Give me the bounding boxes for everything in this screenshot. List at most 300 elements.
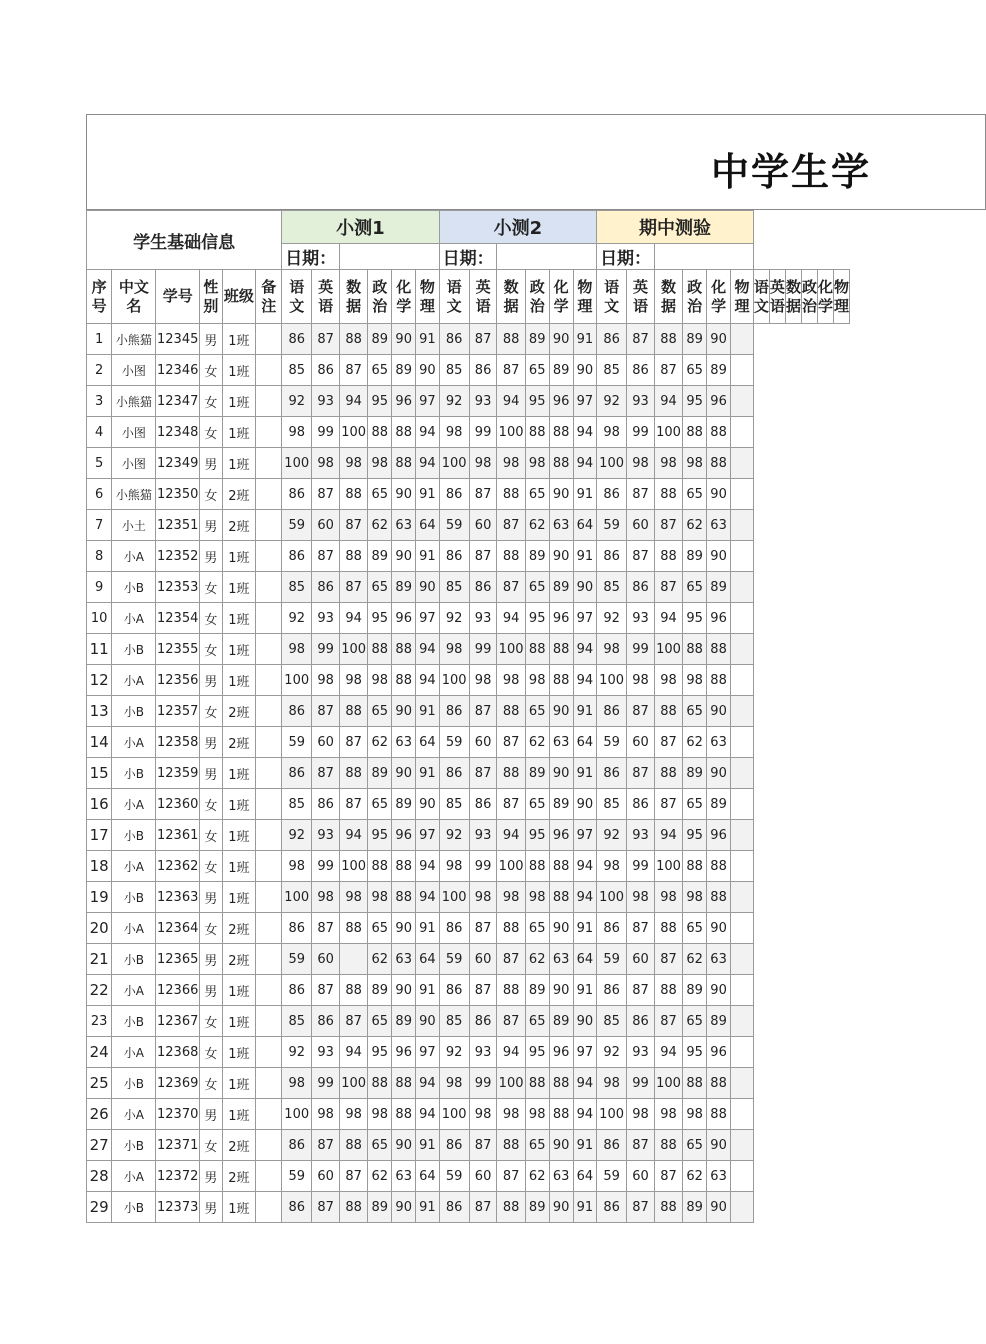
cell-score-q2[interactable]: 94 [573,417,596,448]
cell-score-midterm[interactable]: 100 [654,1068,682,1099]
cell-score-q2[interactable]: 98 [497,1099,525,1130]
cell-score-q1[interactable]: 65 [368,913,392,944]
cell-score-q2[interactable]: 89 [549,789,573,820]
cell-score-q1[interactable]: 63 [392,510,416,541]
cell-score-q2[interactable]: 88 [497,913,525,944]
cell-class[interactable]: 1班 [222,634,256,665]
cell-score-q1[interactable]: 93 [312,820,340,851]
cell-score-q1[interactable]: 59 [282,510,312,541]
cell-score-q2[interactable]: 95 [525,603,549,634]
cell-score-midterm[interactable]: 65 [683,355,707,386]
cell-score-midterm[interactable]: 88 [707,851,731,882]
cell-remarks[interactable] [256,975,282,1006]
cell-score-q2[interactable]: 59 [439,510,469,541]
cell-score-midterm[interactable] [731,634,754,665]
cell-score-midterm[interactable]: 86 [597,758,627,789]
cell-score-q1[interactable]: 60 [312,510,340,541]
cell-score-q2[interactable]: 86 [439,975,469,1006]
cell-score-q2[interactable]: 87 [497,727,525,758]
cell-score-midterm[interactable]: 90 [707,913,731,944]
cell-score-q2[interactable]: 100 [497,634,525,665]
cell-class[interactable]: 2班 [222,1161,256,1192]
cell-class[interactable]: 1班 [222,386,256,417]
cell-student-id[interactable]: 12366 [156,975,200,1006]
cell-remarks[interactable] [256,789,282,820]
cell-score-midterm[interactable]: 88 [654,696,682,727]
cell-score-midterm[interactable]: 86 [627,1006,655,1037]
cell-score-q2[interactable]: 99 [469,1068,497,1099]
cell-score-midterm[interactable]: 100 [654,851,682,882]
cell-score-q1[interactable]: 94 [416,882,439,913]
cell-score-q1[interactable]: 99 [312,851,340,882]
cell-score-q1[interactable]: 99 [312,1068,340,1099]
cell-index[interactable]: 11 [87,634,112,665]
cell-score-q2[interactable]: 88 [549,417,573,448]
cell-score-q1[interactable]: 100 [282,448,312,479]
cell-score-q2[interactable]: 88 [525,1068,549,1099]
cell-score-midterm[interactable]: 60 [627,510,655,541]
cell-gender[interactable]: 女 [200,1130,223,1161]
cell-class[interactable]: 1班 [222,1068,256,1099]
cell-score-q1[interactable]: 91 [416,1130,439,1161]
cell-score-q1[interactable]: 95 [368,820,392,851]
cell-gender[interactable]: 男 [200,944,223,975]
cell-score-midterm[interactable]: 90 [707,541,731,572]
cell-student-id[interactable]: 12355 [156,634,200,665]
cell-score-q1[interactable]: 88 [340,1192,368,1223]
cell-student-id[interactable]: 12373 [156,1192,200,1223]
cell-score-q2[interactable]: 100 [439,1099,469,1130]
cell-score-q1[interactable]: 91 [416,324,439,355]
cell-score-midterm[interactable]: 98 [654,448,682,479]
cell-score-q1[interactable]: 96 [392,603,416,634]
cell-chinese-name[interactable]: 小B [112,882,156,913]
cell-score-midterm[interactable]: 88 [707,448,731,479]
cell-score-q1[interactable]: 90 [392,913,416,944]
cell-score-q1[interactable]: 94 [416,665,439,696]
cell-score-q2[interactable]: 86 [439,758,469,789]
cell-score-midterm[interactable] [731,696,754,727]
cell-score-midterm[interactable]: 85 [597,572,627,603]
cell-score-q1[interactable]: 88 [392,417,416,448]
cell-score-q1[interactable]: 86 [312,789,340,820]
cell-score-midterm[interactable]: 63 [707,1161,731,1192]
cell-score-q2[interactable]: 93 [469,603,497,634]
cell-score-midterm[interactable] [731,1192,754,1223]
cell-score-q2[interactable]: 62 [525,727,549,758]
cell-index[interactable]: 22 [87,975,112,1006]
cell-score-q2[interactable]: 88 [549,882,573,913]
cell-score-midterm[interactable]: 98 [597,1068,627,1099]
cell-chinese-name[interactable]: 小A [112,603,156,634]
cell-score-midterm[interactable]: 90 [707,1130,731,1161]
cell-gender[interactable]: 女 [200,479,223,510]
cell-score-midterm[interactable]: 98 [627,882,655,913]
cell-student-id[interactable]: 12354 [156,603,200,634]
cell-score-midterm[interactable] [731,758,754,789]
cell-score-q1[interactable]: 85 [282,1006,312,1037]
cell-remarks[interactable] [256,541,282,572]
cell-score-midterm[interactable]: 60 [627,944,655,975]
cell-score-q2[interactable]: 98 [525,882,549,913]
cell-score-midterm[interactable]: 92 [597,820,627,851]
cell-score-q2[interactable]: 93 [469,820,497,851]
cell-score-midterm[interactable]: 87 [627,696,655,727]
cell-score-q1[interactable]: 98 [312,1099,340,1130]
cell-remarks[interactable] [256,1099,282,1130]
cell-score-q1[interactable]: 99 [312,417,340,448]
cell-score-q2[interactable]: 90 [549,1130,573,1161]
cell-score-midterm[interactable]: 87 [627,541,655,572]
cell-student-id[interactable]: 12362 [156,851,200,882]
cell-score-q2[interactable]: 97 [573,820,596,851]
cell-remarks[interactable] [256,603,282,634]
cell-score-q1[interactable]: 88 [392,1099,416,1130]
cell-score-q2[interactable]: 88 [549,851,573,882]
cell-score-q2[interactable]: 91 [573,479,596,510]
cell-index[interactable]: 20 [87,913,112,944]
cell-score-q2[interactable]: 87 [469,1192,497,1223]
cell-score-q2[interactable]: 65 [525,572,549,603]
cell-score-midterm[interactable]: 62 [683,944,707,975]
cell-index[interactable]: 16 [87,789,112,820]
cell-class[interactable]: 1班 [222,355,256,386]
cell-score-q1[interactable]: 88 [392,851,416,882]
cell-score-midterm[interactable]: 90 [707,696,731,727]
cell-gender[interactable]: 男 [200,758,223,789]
cell-score-midterm[interactable]: 98 [627,448,655,479]
cell-score-q1[interactable]: 59 [282,727,312,758]
cell-student-id[interactable]: 12352 [156,541,200,572]
cell-chinese-name[interactable]: 小B [112,1192,156,1223]
cell-score-midterm[interactable]: 65 [683,696,707,727]
cell-score-q1[interactable]: 89 [368,975,392,1006]
cell-score-midterm[interactable]: 86 [597,479,627,510]
cell-score-q2[interactable]: 88 [497,696,525,727]
cell-score-midterm[interactable]: 98 [627,665,655,696]
cell-score-q1[interactable]: 88 [340,975,368,1006]
cell-score-q1[interactable]: 89 [392,355,416,386]
cell-score-midterm[interactable]: 59 [597,727,627,758]
cell-score-q2[interactable]: 96 [549,603,573,634]
cell-score-q1[interactable]: 86 [312,355,340,386]
cell-gender[interactable]: 男 [200,1192,223,1223]
cell-score-q1[interactable]: 88 [368,851,392,882]
cell-score-q1[interactable]: 98 [282,851,312,882]
cell-score-q2[interactable]: 59 [439,1161,469,1192]
cell-score-q1[interactable]: 87 [312,696,340,727]
cell-score-midterm[interactable]: 87 [627,913,655,944]
cell-score-midterm[interactable]: 88 [654,1130,682,1161]
cell-score-midterm[interactable] [731,324,754,355]
cell-score-q1[interactable]: 95 [368,603,392,634]
cell-chinese-name[interactable]: 小熊猫 [112,324,156,355]
cell-remarks[interactable] [256,1130,282,1161]
cell-score-q2[interactable]: 85 [439,572,469,603]
cell-student-id[interactable]: 12364 [156,913,200,944]
cell-score-q1[interactable]: 86 [282,696,312,727]
cell-index[interactable]: 19 [87,882,112,913]
cell-score-q1[interactable]: 62 [368,727,392,758]
cell-score-q2[interactable]: 95 [525,1037,549,1068]
cell-score-midterm[interactable]: 63 [707,510,731,541]
cell-score-q2[interactable]: 94 [497,1037,525,1068]
cell-score-midterm[interactable]: 88 [683,851,707,882]
cell-score-q1[interactable]: 100 [340,634,368,665]
cell-score-midterm[interactable] [731,882,754,913]
cell-score-q1[interactable]: 98 [282,634,312,665]
cell-score-q1[interactable]: 98 [368,882,392,913]
cell-score-q2[interactable]: 88 [497,758,525,789]
cell-gender[interactable]: 女 [200,1037,223,1068]
cell-score-q1[interactable]: 90 [392,696,416,727]
cell-score-q1[interactable]: 85 [282,572,312,603]
cell-score-midterm[interactable]: 59 [597,944,627,975]
cell-score-q2[interactable]: 87 [497,944,525,975]
cell-score-q1[interactable]: 97 [416,386,439,417]
cell-score-q2[interactable]: 88 [549,665,573,696]
cell-score-midterm[interactable]: 86 [597,541,627,572]
cell-score-midterm[interactable]: 89 [683,541,707,572]
cell-class[interactable]: 1班 [222,603,256,634]
cell-score-midterm[interactable]: 88 [654,758,682,789]
cell-score-midterm[interactable]: 88 [683,634,707,665]
cell-score-midterm[interactable]: 87 [654,1161,682,1192]
cell-score-q2[interactable]: 65 [525,1130,549,1161]
cell-score-q2[interactable]: 86 [439,324,469,355]
cell-gender[interactable]: 男 [200,727,223,758]
cell-score-midterm[interactable]: 100 [597,665,627,696]
cell-score-q1[interactable]: 90 [392,1130,416,1161]
cell-student-id[interactable]: 12348 [156,417,200,448]
cell-score-q1[interactable]: 88 [368,1068,392,1099]
cell-score-q1[interactable]: 86 [282,1192,312,1223]
cell-score-midterm[interactable]: 88 [654,541,682,572]
cell-score-q1[interactable]: 63 [392,1161,416,1192]
cell-score-q2[interactable]: 98 [469,1099,497,1130]
cell-score-midterm[interactable]: 98 [654,882,682,913]
cell-score-q1[interactable]: 94 [416,851,439,882]
cell-score-q2[interactable]: 100 [439,665,469,696]
cell-score-q1[interactable]: 94 [340,820,368,851]
cell-remarks[interactable] [256,696,282,727]
cell-score-midterm[interactable]: 99 [627,417,655,448]
cell-score-q1[interactable]: 60 [312,1161,340,1192]
cell-score-q1[interactable]: 94 [340,1037,368,1068]
cell-score-q2[interactable]: 87 [469,913,497,944]
cell-chinese-name[interactable]: 小B [112,820,156,851]
cell-score-q1[interactable]: 86 [282,479,312,510]
cell-score-q2[interactable]: 87 [497,572,525,603]
cell-score-q1[interactable]: 92 [282,386,312,417]
cell-score-q2[interactable]: 89 [549,572,573,603]
cell-score-midterm[interactable]: 86 [597,1130,627,1161]
cell-score-midterm[interactable]: 98 [683,448,707,479]
cell-score-q2[interactable]: 65 [525,789,549,820]
cell-score-q1[interactable]: 88 [392,634,416,665]
cell-score-midterm[interactable]: 88 [707,882,731,913]
cell-score-midterm[interactable]: 92 [597,386,627,417]
cell-score-midterm[interactable]: 93 [627,1037,655,1068]
cell-score-q2[interactable]: 88 [497,541,525,572]
cell-score-q2[interactable]: 91 [573,324,596,355]
cell-score-q2[interactable]: 99 [469,634,497,665]
cell-score-q2[interactable]: 92 [439,386,469,417]
cell-remarks[interactable] [256,1037,282,1068]
cell-score-q1[interactable]: 86 [282,324,312,355]
cell-score-midterm[interactable]: 94 [654,820,682,851]
cell-score-q1[interactable]: 87 [312,1130,340,1161]
cell-class[interactable]: 1班 [222,1099,256,1130]
cell-score-q1[interactable]: 88 [340,758,368,789]
cell-remarks[interactable] [256,1192,282,1223]
cell-score-midterm[interactable]: 89 [683,975,707,1006]
cell-score-q2[interactable]: 90 [573,572,596,603]
cell-score-q2[interactable]: 64 [573,510,596,541]
cell-remarks[interactable] [256,634,282,665]
cell-score-q1[interactable]: 98 [368,448,392,479]
cell-score-midterm[interactable] [731,913,754,944]
cell-score-q2[interactable]: 94 [573,851,596,882]
cell-score-q1[interactable]: 86 [282,758,312,789]
cell-score-q2[interactable]: 96 [549,820,573,851]
cell-score-q2[interactable]: 87 [469,1130,497,1161]
cell-score-midterm[interactable]: 98 [597,634,627,665]
cell-score-q1[interactable]: 64 [416,727,439,758]
cell-score-q1[interactable]: 87 [340,1161,368,1192]
cell-student-id[interactable]: 12349 [156,448,200,479]
cell-score-midterm[interactable]: 100 [597,882,627,913]
cell-gender[interactable]: 女 [200,820,223,851]
cell-score-q2[interactable]: 63 [549,727,573,758]
cell-score-midterm[interactable]: 86 [627,355,655,386]
cell-score-midterm[interactable] [731,1099,754,1130]
cell-score-q1[interactable]: 93 [312,1037,340,1068]
cell-score-q2[interactable]: 99 [469,417,497,448]
cell-index[interactable]: 23 [87,1006,112,1037]
cell-class[interactable]: 1班 [222,851,256,882]
cell-class[interactable]: 1班 [222,882,256,913]
cell-score-q2[interactable]: 87 [469,479,497,510]
cell-score-q1[interactable]: 90 [416,355,439,386]
cell-score-q2[interactable]: 88 [525,417,549,448]
cell-class[interactable]: 1班 [222,975,256,1006]
cell-score-q1[interactable]: 59 [282,1161,312,1192]
cell-score-q1[interactable]: 98 [340,448,368,479]
cell-score-midterm[interactable] [731,820,754,851]
cell-score-q2[interactable]: 88 [549,634,573,665]
cell-score-q2[interactable]: 88 [549,448,573,479]
cell-index[interactable]: 8 [87,541,112,572]
cell-student-id[interactable]: 12367 [156,1006,200,1037]
cell-score-q2[interactable]: 94 [573,665,596,696]
cell-score-q2[interactable]: 98 [497,665,525,696]
cell-score-midterm[interactable]: 96 [707,603,731,634]
cell-class[interactable]: 2班 [222,727,256,758]
cell-score-q1[interactable]: 88 [340,479,368,510]
cell-score-q1[interactable]: 90 [416,572,439,603]
cell-class[interactable]: 1班 [222,1192,256,1223]
cell-score-midterm[interactable] [731,665,754,696]
cell-score-q2[interactable]: 65 [525,696,549,727]
cell-score-q1[interactable]: 87 [312,1192,340,1223]
cell-score-q1[interactable]: 63 [392,727,416,758]
cell-chinese-name[interactable]: 小B [112,1130,156,1161]
cell-remarks[interactable] [256,944,282,975]
cell-score-q2[interactable]: 97 [573,1037,596,1068]
cell-index[interactable]: 25 [87,1068,112,1099]
cell-score-q2[interactable]: 94 [573,882,596,913]
cell-score-q2[interactable]: 90 [549,913,573,944]
cell-score-q1[interactable]: 98 [282,417,312,448]
cell-gender[interactable]: 女 [200,1068,223,1099]
cell-score-q2[interactable]: 92 [439,820,469,851]
cell-score-q1[interactable]: 100 [340,1068,368,1099]
cell-score-q2[interactable]: 60 [469,510,497,541]
cell-score-q2[interactable]: 60 [469,727,497,758]
cell-score-q1[interactable]: 99 [312,634,340,665]
cell-score-q1[interactable]: 60 [312,944,340,975]
cell-score-midterm[interactable] [731,975,754,1006]
cell-score-q1[interactable]: 94 [416,448,439,479]
cell-score-q2[interactable]: 89 [525,324,549,355]
cell-score-q2[interactable]: 60 [469,944,497,975]
cell-index[interactable]: 2 [87,355,112,386]
cell-score-q2[interactable]: 89 [525,1192,549,1223]
cell-score-midterm[interactable]: 88 [683,1068,707,1099]
cell-score-q2[interactable]: 97 [573,386,596,417]
cell-score-q1[interactable]: 65 [368,1006,392,1037]
cell-score-q1[interactable]: 65 [368,789,392,820]
cell-score-q1[interactable]: 65 [368,479,392,510]
cell-score-q1[interactable]: 88 [340,324,368,355]
cell-score-midterm[interactable]: 96 [707,386,731,417]
quiz1-date-value[interactable] [340,244,440,270]
cell-score-midterm[interactable]: 65 [683,479,707,510]
cell-class[interactable]: 2班 [222,479,256,510]
cell-score-q1[interactable]: 65 [368,696,392,727]
cell-score-q2[interactable]: 89 [525,758,549,789]
cell-score-q2[interactable]: 98 [497,882,525,913]
cell-gender[interactable]: 男 [200,541,223,572]
cell-score-midterm[interactable]: 99 [627,851,655,882]
cell-score-midterm[interactable]: 100 [597,448,627,479]
cell-score-q2[interactable]: 87 [497,789,525,820]
cell-score-midterm[interactable] [731,944,754,975]
cell-score-q1[interactable]: 87 [312,541,340,572]
cell-score-q1[interactable]: 91 [416,541,439,572]
cell-score-q1[interactable]: 91 [416,975,439,1006]
cell-score-q1[interactable]: 59 [282,944,312,975]
cell-score-midterm[interactable]: 86 [597,913,627,944]
cell-score-q1[interactable]: 98 [368,665,392,696]
cell-remarks[interactable] [256,510,282,541]
cell-score-q1[interactable]: 90 [392,758,416,789]
cell-score-q2[interactable]: 91 [573,696,596,727]
cell-remarks[interactable] [256,1068,282,1099]
cell-score-midterm[interactable]: 62 [683,510,707,541]
cell-score-midterm[interactable]: 88 [707,665,731,696]
cell-chinese-name[interactable]: 小A [112,789,156,820]
cell-remarks[interactable] [256,851,282,882]
cell-score-q1[interactable]: 64 [416,510,439,541]
cell-score-midterm[interactable]: 88 [654,324,682,355]
cell-score-midterm[interactable]: 98 [597,417,627,448]
cell-chinese-name[interactable]: 小A [112,975,156,1006]
cell-score-q2[interactable]: 94 [573,634,596,665]
cell-score-q1[interactable]: 65 [368,572,392,603]
cell-remarks[interactable] [256,758,282,789]
